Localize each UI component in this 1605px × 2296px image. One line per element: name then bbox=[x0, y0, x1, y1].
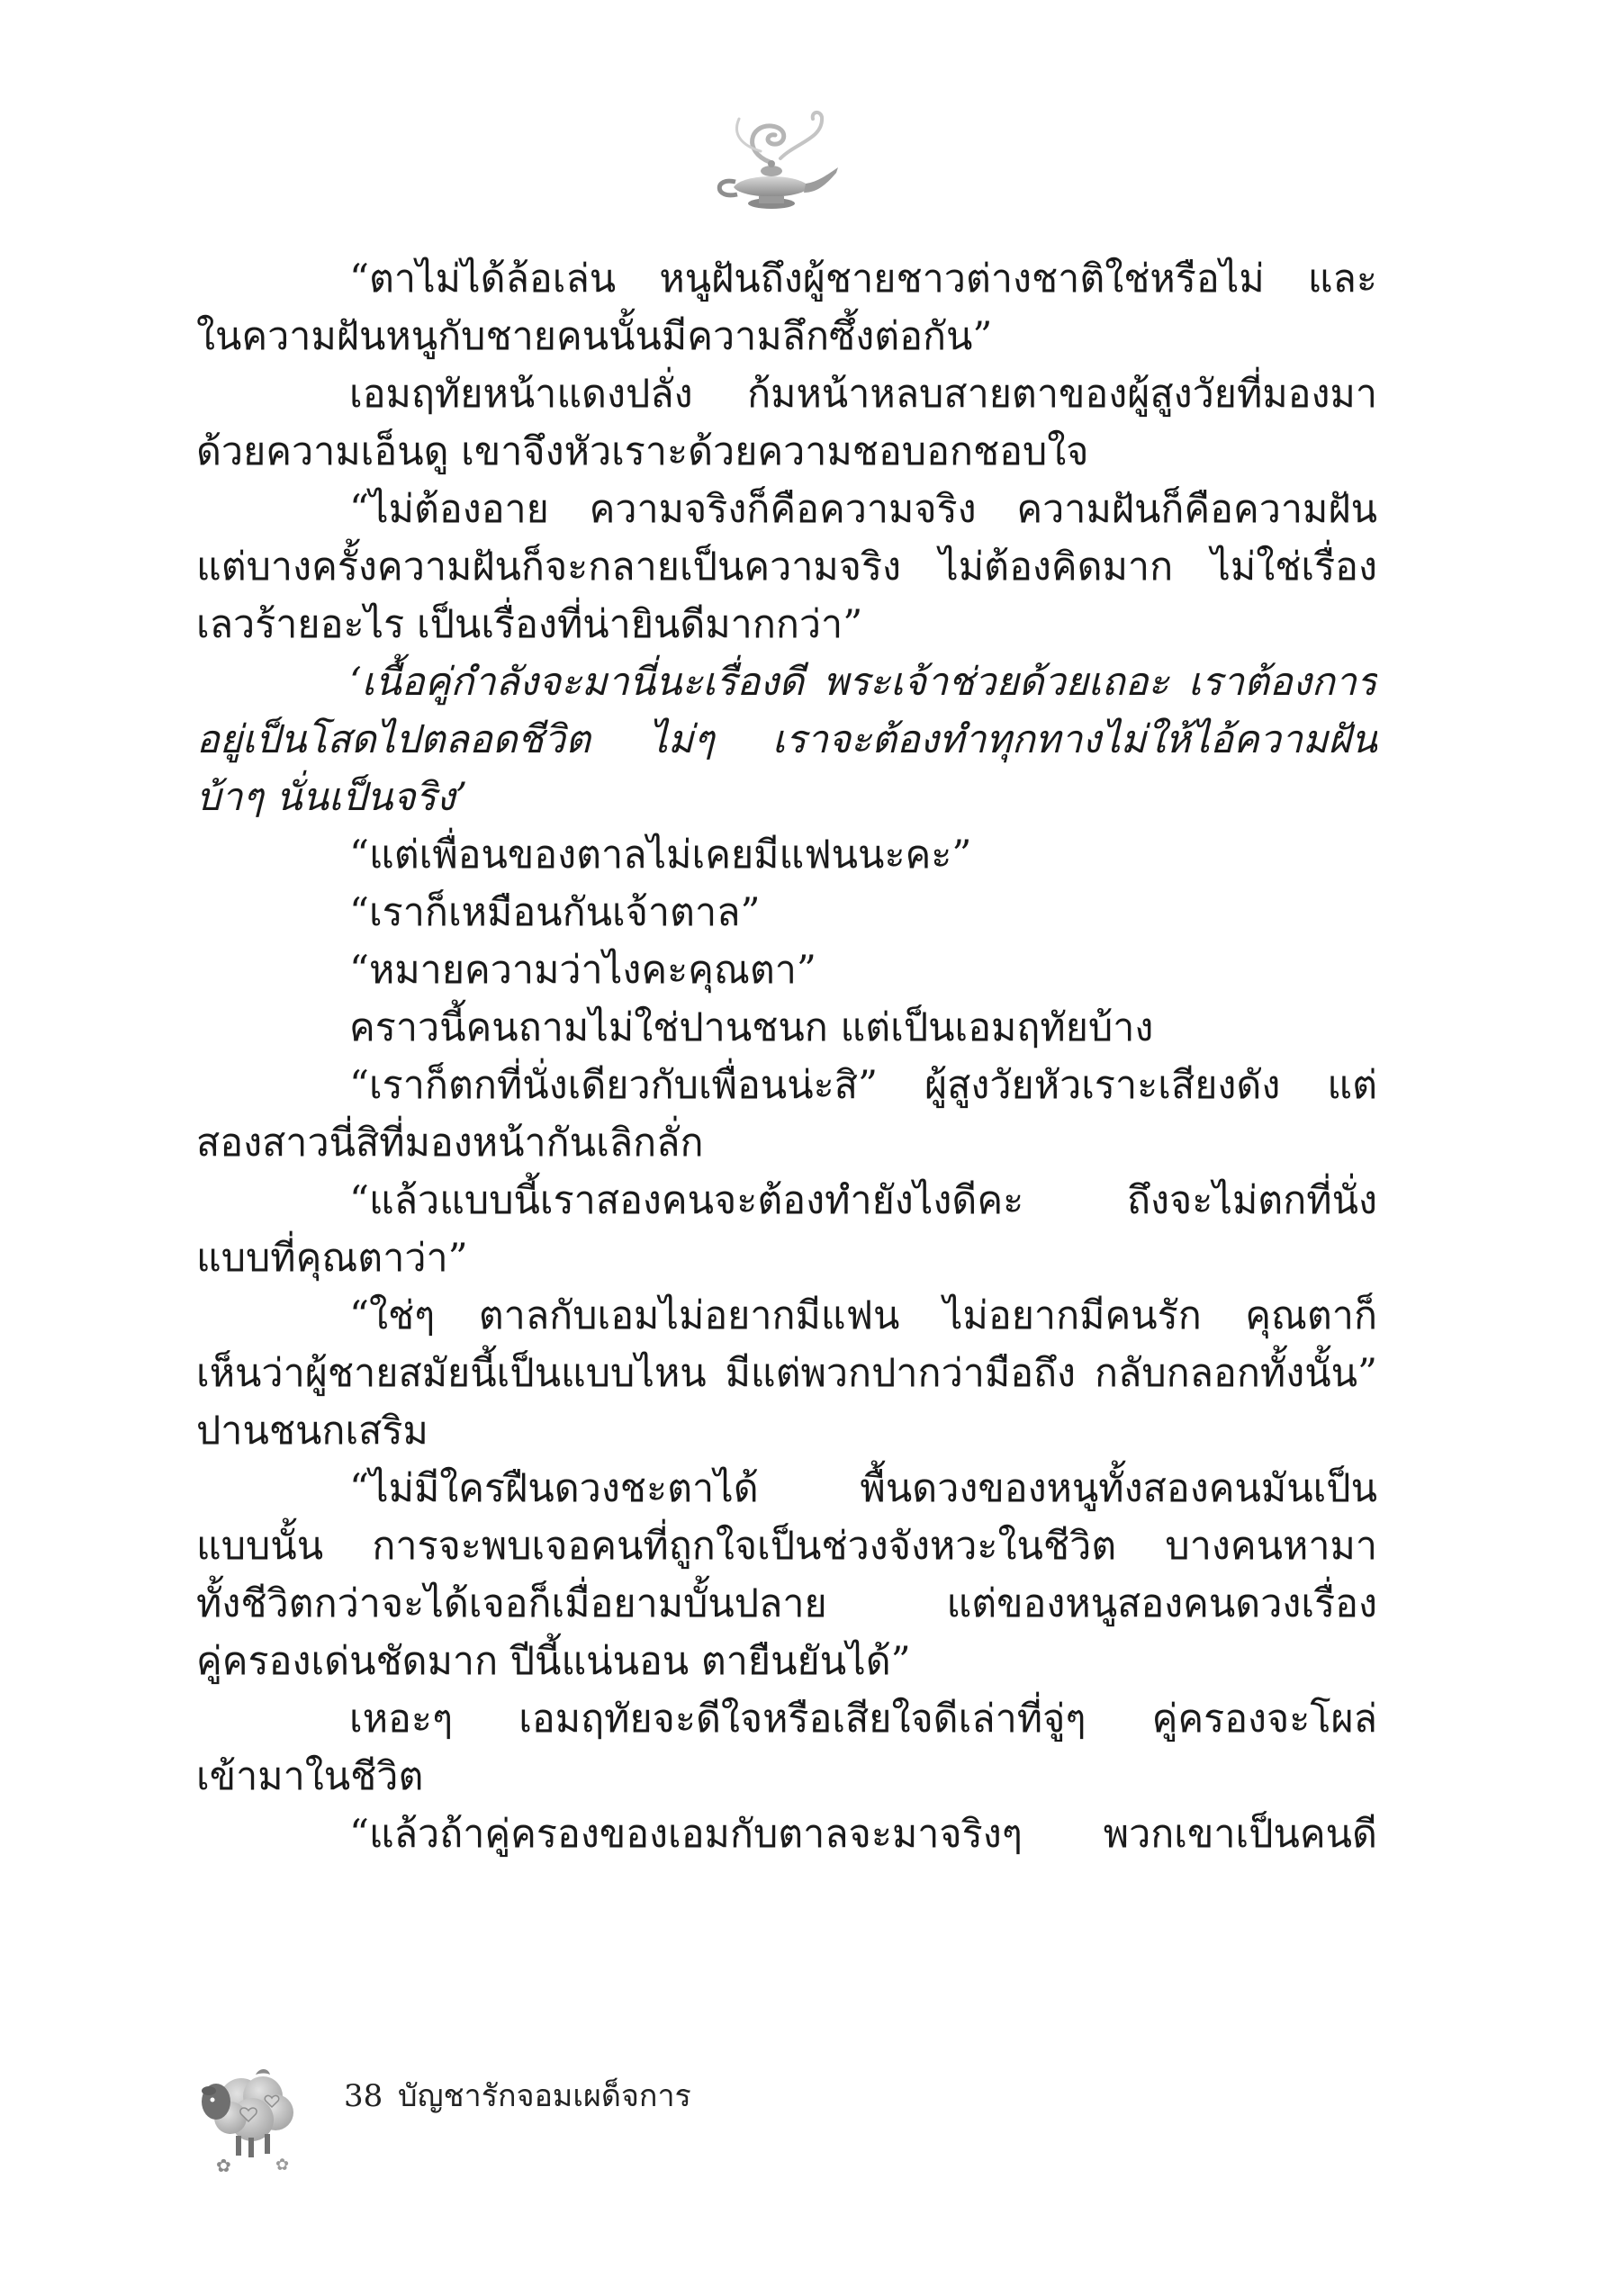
text-line: “หมายความว่าไงคะคุณตา” bbox=[349, 948, 816, 993]
text-line: “แล้วถ้าคู่ครองของเอมกับตาลจะมาจริงๆ พวกเขาเป็นคนดี bbox=[349, 1812, 1377, 1857]
text-line: ทั้งชีวิตกว่าจะได้เจอก็เมื่อยามบั้นปลาย แต่ของหนูสองคนดวงเรื่อง bbox=[196, 1581, 1377, 1626]
text-line: แต่บางครั้งความฝันก็จะกลายเป็นความจริง ไม่ต้องคิดมาก ไม่ใช่เรื่อง bbox=[196, 545, 1377, 590]
text-line: “ตาไม่ได้ล้อเล่น หนูฝันถึงผู้ชายชาวต่างชาติใช่หรือไม่ และ bbox=[349, 257, 1377, 302]
text-line: ‘เนื้อคู่กำลังจะมานี่นะเรื่องดี พระเจ้าช่วยด้วยเถอะ เราต้องการ bbox=[349, 660, 1377, 705]
svg-text:✿: ✿ bbox=[275, 2156, 290, 2174]
text-line: สองสาวนี่สิที่มองหน้ากันเลิกลั่ก bbox=[196, 1121, 704, 1166]
text-line: บ้าๆ นั่นเป็นจริง’ bbox=[196, 775, 468, 820]
sheep-icon bbox=[189, 2048, 315, 2183]
text-line: อยู่เป็นโสดไปตลอดชีวิต ไม่ๆ เราจะต้องทำทุกทางไม่ให้ไอ้ความฝัน bbox=[196, 717, 1377, 762]
text-line: “แล้วแบบนี้เราสองคนจะต้องทำยังไงดีคะ ถึงจะไม่ตกที่นั่ง bbox=[349, 1178, 1377, 1223]
svg-text:✿: ✿ bbox=[216, 2155, 231, 2176]
text-line: คราวนี้คนถามไม่ใช่ปานชนก แต่เป็นเอมฤทัยบ้าง bbox=[349, 1005, 1154, 1050]
page-footer bbox=[189, 2048, 909, 2183]
text-line: เหอะๆ เอมฤทัยจะดีใจหรือเสียใจดีเล่าที่จู่ๆ คู่ครองจะโผล่ bbox=[349, 1697, 1377, 1742]
text-line: ในความฝันหนูกับชายคนนั้นมีความลึกซึ้งต่อกัน” bbox=[196, 314, 993, 359]
text-line: เข้ามาในชีวิต bbox=[196, 1754, 424, 1799]
genie-lamp-icon bbox=[707, 106, 842, 223]
text-line: “เราก็เหมือนกันเจ้าตาล” bbox=[349, 890, 761, 935]
text-line: “ไม่มีใครฝืนดวงชะตาได้ พื้นดวงของหนูทั้งสองคนมันเป็น bbox=[349, 1466, 1377, 1511]
body-text bbox=[196, 250, 1377, 1863]
text-line: “เราก็ตกที่นั่งเดียวกับเพื่อนน่ะสิ” ผู้สูงวัยหัวเราะเสียงดัง แต่ bbox=[349, 1063, 1377, 1108]
text-line: “ใช่ๆ ตาลกับเอมไม่อยากมีแฟน ไม่อยากมีคนรัก คุณตาก็ bbox=[349, 1293, 1377, 1338]
text-line: แบบที่คุณตาว่า” bbox=[196, 1236, 468, 1281]
text-line: “ไม่ต้องอาย ความจริงก็คือความจริง ความฝันก็คือความฝัน bbox=[349, 487, 1377, 532]
page-number: 38 bbox=[344, 2078, 383, 2114]
text-line: เลวร้ายอะไร เป็นเรื่องที่น่ายินดีมากกว่า” bbox=[196, 602, 863, 647]
text-line: “แต่เพื่อนของตาลไม่เคยมีแฟนนะคะ” bbox=[349, 833, 972, 878]
text-line: คู่ครองเด่นชัดมาก ปีนี้แน่นอน ตายืนยันได้” bbox=[196, 1639, 911, 1684]
book-title: บัญชารักจอมเผด็จการ bbox=[398, 2078, 691, 2114]
text-line: เอมฤทัยหน้าแดงปลั่ง ก้มหน้าหลบสายตาของผู้สูงวัยที่มองมา bbox=[349, 372, 1377, 417]
text-line: แบบนั้น การจะพบเจอคนที่ถูกใจเป็นช่วงจังหวะในชีวิต บางคนหามา bbox=[196, 1524, 1377, 1569]
text-line: เห็นว่าผู้ชายสมัยนี้เป็นแบบไหน มีแต่พวกปากว่ามือถึง กลับกลอกทั้งนั้น” bbox=[196, 1351, 1377, 1396]
text-line: ปานชนกเสริม bbox=[196, 1409, 428, 1454]
text-line: ด้วยความเอ็นดู เขาจึงหัวเราะด้วยความชอบอกชอบใจ bbox=[196, 429, 1089, 474]
